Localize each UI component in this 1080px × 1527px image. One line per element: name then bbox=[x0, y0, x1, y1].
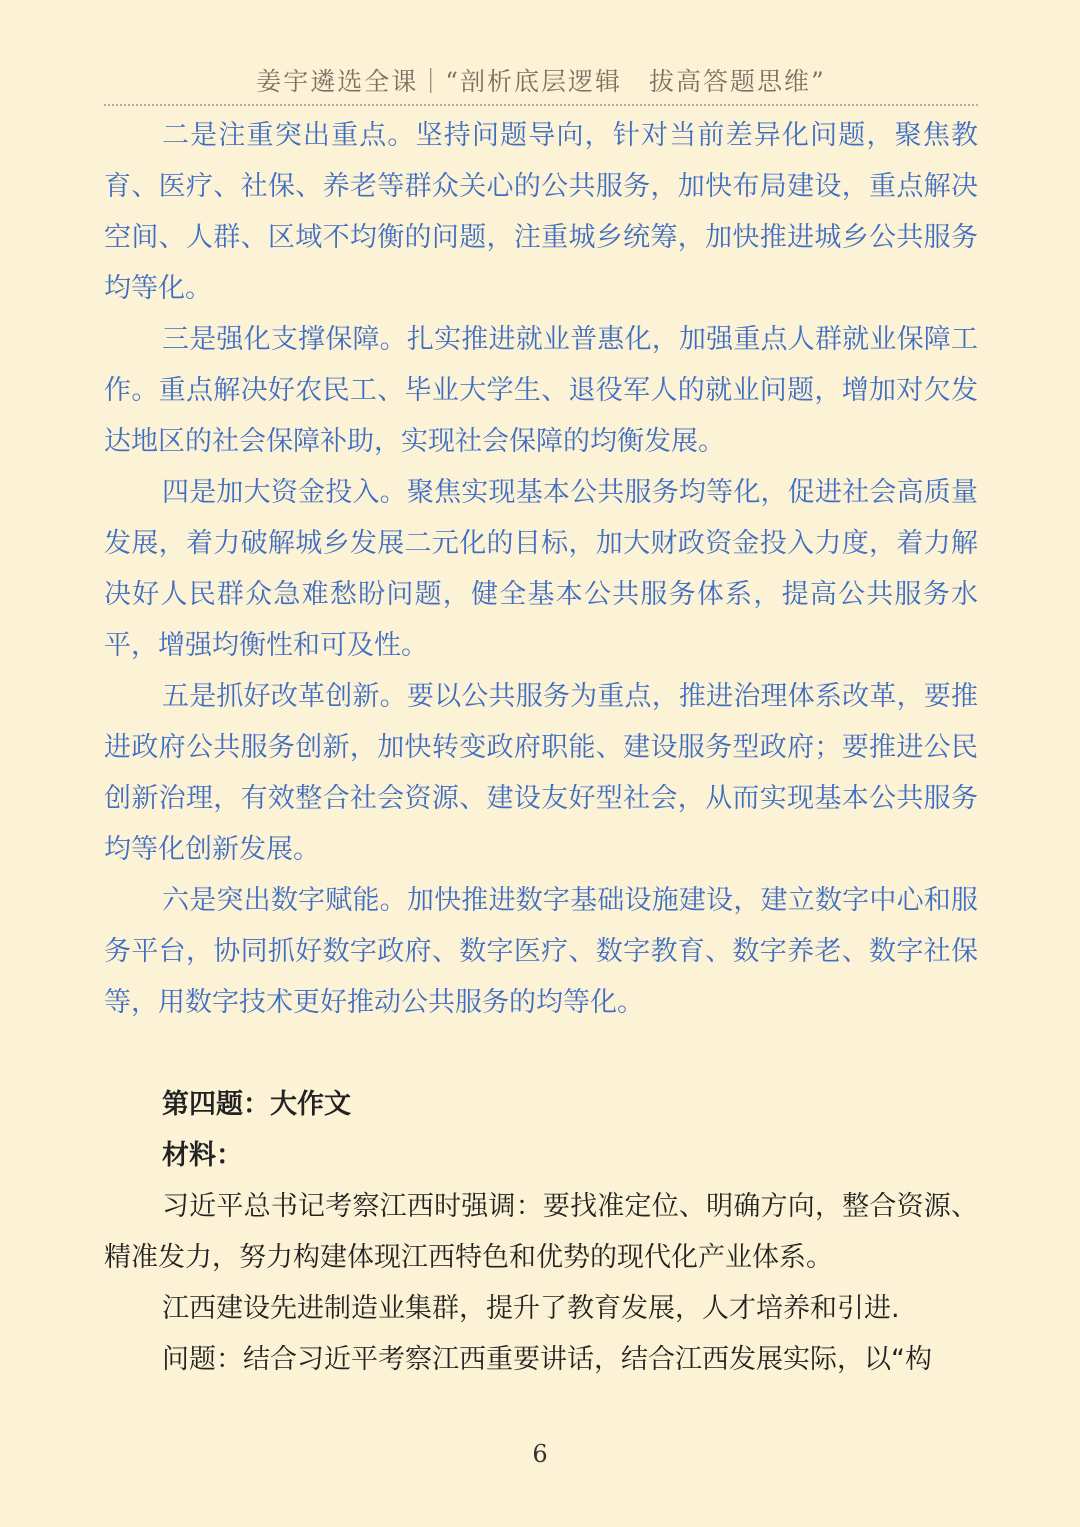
material-text: 习近平总书记考察江西时强调：要找准定位、明确方向，整合资源、精准发力，努力构建体现江西特色和优势的现代化产业体系。 bbox=[104, 1191, 978, 1273]
question-text: 问题：结合习近平考察江西重要讲话，结合江西发展实际，以“构 bbox=[162, 1344, 932, 1375]
question-title: 第四题：大作文 bbox=[162, 1089, 351, 1120]
section-spacer bbox=[104, 1028, 978, 1079]
answer-paragraph-3: 三是强化支撑保障。扎实推进就业普惠化，加强重点人群就业保障工作。重点解决好农民工、毕业大学生、退役军人的就业问题，增加对欠发达地区的社会保障补助，实现社会保障的均衡发展。 bbox=[104, 324, 978, 457]
material-label: 材料： bbox=[162, 1140, 243, 1171]
answer-paragraph-4: 四是加大资金投入。聚焦实现基本公共服务均等化，促进社会高质量发展，着力破解城乡发展二元化的目标，加大财政资金投入力度，着力解决好人民群众急难愁盼问题，健全基本公共服务体系，提高公共服务水平，增强均衡性和可及性。 bbox=[104, 477, 978, 661]
answer-paragraph-2: 二是注重突出重点。坚持问题导向，针对当前差异化问题，聚焦教育、医疗、社保、养老等群众关心的公共服务，加快布局建设，重点解决空间、人群、区域不均衡的问题，注重城乡统筹，加快推进城乡公共服务均等化。 bbox=[104, 120, 978, 304]
page-header: 姜宇遴选全课｜“剖析底层逻辑 拔高答题思维” bbox=[104, 62, 978, 106]
page-number: 6 bbox=[532, 1440, 548, 1468]
jiangxi-text: 江西建设先进制造业集群，提升了教育发展，人才培养和引进. bbox=[162, 1293, 900, 1324]
answer-paragraph-5: 五是抓好改革创新。要以公共服务为重点，推进治理体系改革，要推进政府公共服务创新，加快转变政府职能、建设服务型政府；要推进公民创新治理，有效整合社会资源、建设友好型社会，从而实现基本公共服务均等化创新发展。 bbox=[104, 681, 978, 865]
page-content bbox=[104, 110, 978, 1385]
answer-paragraph-6: 六是突出数字赋能。加快推进数字基础设施建设，建立数字中心和服务平台，协同抓好数字政府、数字医疗、数字教育、数字养老、数字社保等，用数字技术更好推动公共服务的均等化。 bbox=[104, 885, 978, 1018]
